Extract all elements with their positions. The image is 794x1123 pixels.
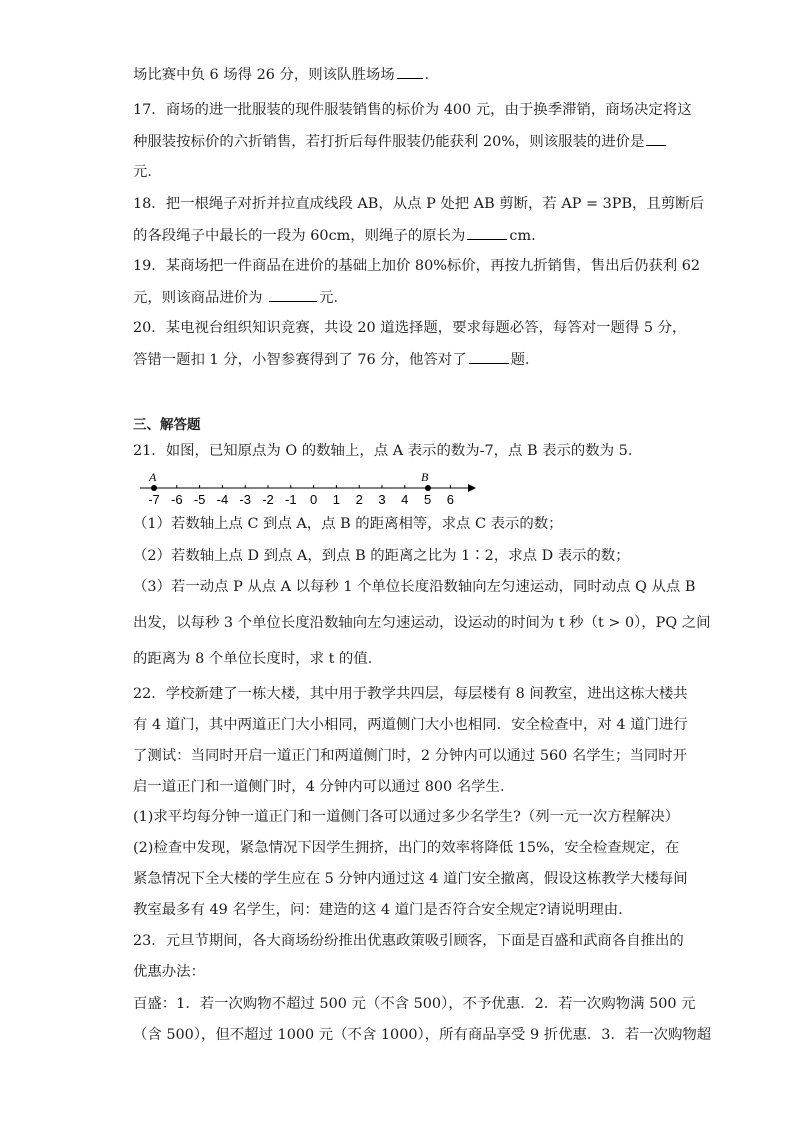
- tick-label: -7: [148, 492, 160, 507]
- tick-label: -1: [285, 492, 297, 507]
- answer-blank[interactable]: [469, 349, 509, 364]
- tick-label: -6: [171, 492, 183, 507]
- question-21-part-3-line-1: （3）若一动点 P 从点 A 以每秒 1 个单位长度沿数轴向左匀速运动，同时动点 Q 从点 B: [133, 579, 696, 595]
- question-17-line-1: 17．商场的进一批服装的现件服装销售的标价为 400 元，由于换季滞销，商场决定将这: [133, 102, 692, 118]
- question-20-line-1: 20．某电视台组织知识竞赛，共设 20 道选择题，要求每题必答，每答对一题得 5 分，: [133, 320, 687, 336]
- question-22-part-2-line-1: (2)检查中发现，紧急情况下因学生拥挤，出门的效率将降低 15%，安全检查规定，在: [133, 840, 680, 856]
- question-17-line-3: 元．: [133, 164, 162, 180]
- question-22-part-2-line-3: 教室最多有 49 名学生，问：建造的这 4 道门是否符合安全规定?请说明理由．: [133, 902, 633, 918]
- question-18-line-2: 的各段绳子中最长的一段为 60cm，则绳子的原长为 cm.: [133, 225, 661, 246]
- question-22-part-1: (1)求平均每分钟一道正门和一道侧门各可以通过多少名学生?（列一元一次方程解决）: [133, 809, 680, 825]
- question-22-line-2: 有 4 道门，其中两道正门大小相同，两道侧门大小也相同．安全检查中，对 4 道门进行: [133, 717, 688, 733]
- question-23-line-4: （含 500），但不超过 1000 元（不含 1000），所有商品享受 9 折优惠．3．若一次购物超: [133, 1027, 712, 1043]
- question-21-part-3-line-2: 出发，以每秒 3 个单位长度沿数轴向左匀速运动，设运动的时间为 t 秒（t > 0），PQ 之间: [133, 615, 711, 631]
- tick-label: -3: [239, 492, 251, 507]
- tick-label: 6: [446, 492, 455, 507]
- point-b-label: B: [421, 470, 429, 484]
- tick-label: 2: [355, 492, 363, 507]
- point-b: [425, 485, 431, 491]
- tick-label: 5: [423, 492, 432, 507]
- tick-label: -5: [193, 492, 206, 507]
- text-line: 场比赛中负 6 场得 26 分，则该队胜场场 ．: [133, 64, 661, 85]
- tick-label: -4: [216, 492, 229, 507]
- tick-label: 4: [401, 492, 409, 507]
- answer-blank[interactable]: [646, 131, 666, 146]
- question-21-part-2: （2）若数轴上点 D 到点 A，到点 B 的距离之比为 1∶2，求点 D 表示的数；: [133, 548, 630, 564]
- answer-blank[interactable]: [269, 287, 317, 302]
- question-23-line-1: 23．元旦节期间，各大商场纷纷推出优惠政策吸引顾客，下面是百盛和武商各自推出的: [133, 933, 684, 949]
- number-line-figure: [138, 470, 478, 510]
- question-21-intro: 21．如图，已知原点为 O 的数轴上，点 A 表示的数为-7，点 B 表示的数为 5．: [133, 443, 643, 459]
- question-22-line-1: 22．学校新建了一栋大楼，其中用于教学共四层，每层楼有 8 间教室，进出这栋大楼共: [133, 686, 688, 702]
- tick-label: -2: [262, 492, 274, 507]
- answer-blank[interactable]: [397, 64, 423, 79]
- question-20-line-2: 答错一题扣 1 分，小智参赛得到了 76 分，他答对了 题．: [133, 349, 661, 370]
- question-22-part-2-line-2: 紧急情况下全大楼的学生应在 5 分钟内通过这 4 道门安全撤离，假设这栋教学大楼每间: [133, 871, 688, 887]
- question-17-line-2: 种服装按标价的六折销售，若打折后每件服装仍能获利 20%，则该服装的进价是: [133, 131, 661, 152]
- answer-blank[interactable]: [467, 225, 507, 240]
- question-18-line-1: 18．把一根绳子对折并拉直成线段 AB，从点 P 处把 AB 剪断，若 AP = 3PB，且剪断后: [133, 196, 705, 212]
- axis-arrow: [468, 484, 476, 492]
- tick-label: 0: [309, 492, 318, 507]
- question-22-line-3: 了测试：当同时开启一道正门和两道侧门时，2 分钟内可以通过 560 名学生；当同时开: [133, 748, 688, 764]
- tick-label: 1: [332, 492, 341, 507]
- question-23-line-2: 优惠办法：: [133, 964, 205, 980]
- question-22-line-4: 启一道正门和一道侧门时，4 分钟内可以通过 800 名学生．: [133, 779, 515, 795]
- question-21-part-3-line-3: 的距离为 8 个单位长度时，求 t 的值．: [133, 651, 383, 667]
- point-a: [151, 485, 157, 491]
- question-23-line-3: 百盛：1．若一次购物不超过 500 元（不含 500），不予优惠．2．若一次购物满 500 元: [133, 996, 696, 1012]
- question-19-line-1: 19．某商场把一件商品在进价的基础上加价 80%标价，再按九折销售，售出后仍获利 62: [133, 258, 701, 274]
- tick-label: 3: [378, 492, 386, 507]
- question-19-line-2: 元，则该商品进价为 元．: [133, 287, 661, 308]
- point-a-label: A: [149, 470, 157, 484]
- section-heading: 三、解答题: [133, 417, 201, 433]
- question-21-part-1: （1）若数轴上点 C 到点 A，点 B 的距离相等，求点 C 表示的数；: [133, 516, 563, 532]
